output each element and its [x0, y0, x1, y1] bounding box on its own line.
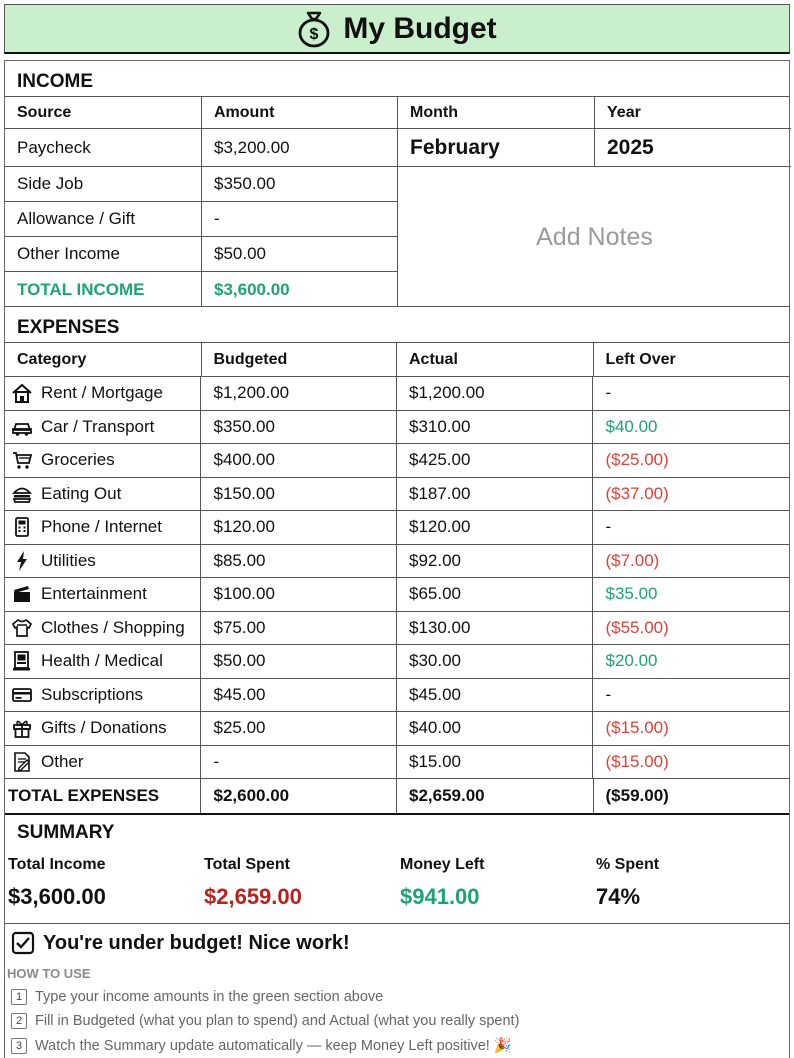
medical-icon [11, 650, 33, 672]
total-income-value: $3,600.00 [202, 272, 398, 307]
budgeted-cell[interactable]: - [201, 746, 397, 780]
month-cell[interactable]: February [398, 129, 595, 167]
category-label: Subscriptions [41, 685, 143, 705]
left-over-cell: - [593, 679, 789, 713]
expenses-col-category: Category [5, 343, 202, 377]
note-icon [11, 751, 33, 773]
category-label: Groceries [41, 450, 115, 470]
category-label: Clothes / Shopping [41, 618, 185, 638]
year-cell[interactable]: 2025 [595, 129, 791, 167]
actual-cell[interactable]: $15.00 [397, 746, 594, 780]
summary-section [5, 813, 789, 1058]
left-over-cell: ($15.00) [593, 746, 789, 780]
income-amount-cell[interactable]: - [202, 202, 398, 237]
summary-section-title: SUMMARY [5, 815, 789, 851]
left-over-cell: ($15.00) [593, 712, 789, 746]
total-actual-value: $2,659.00 [397, 779, 594, 813]
expenses-col-budgeted: Budgeted [202, 343, 398, 377]
expenses-col-actual: Actual [397, 343, 594, 377]
income-col-source: Source [5, 97, 202, 129]
table-row [5, 712, 789, 746]
income-col-amount: Amount [202, 97, 398, 129]
actual-cell[interactable]: $310.00 [397, 411, 594, 445]
car-icon [11, 416, 33, 438]
actual-cell[interactable]: $187.00 [397, 478, 594, 512]
summary-money-left: $941.00 [397, 879, 593, 919]
income-section [5, 97, 789, 307]
step-text: Watch the Summary update automatically — keep Money Left positive! 🎉 [35, 1037, 512, 1054]
category-cell [5, 612, 201, 646]
actual-cell[interactable]: $1,200.00 [397, 377, 594, 411]
budget-status-message [5, 923, 789, 963]
house-icon [11, 382, 33, 404]
total-expenses-label: TOTAL EXPENSES [5, 779, 201, 813]
income-source-cell[interactable]: Other Income [5, 237, 202, 272]
budget-status-text: You're under budget! Nice work! [43, 932, 350, 955]
shirt-icon [11, 617, 33, 639]
budgeted-cell[interactable]: $1,200.00 [201, 377, 397, 411]
total-left-over-value: ($59.00) [594, 779, 790, 813]
step-text: Fill in Budgeted (what you plan to spend) and Actual (what you really spent) [35, 1013, 519, 1029]
summary-labels [5, 851, 789, 879]
how-to-step [5, 1009, 789, 1034]
checkbox-checked-icon [11, 931, 35, 955]
step-number: 1 [11, 989, 27, 1005]
how-to-step [5, 985, 789, 1010]
category-label: Phone / Internet [41, 517, 162, 537]
left-over-cell: ($37.00) [593, 478, 789, 512]
actual-cell[interactable]: $130.00 [397, 612, 594, 646]
total-income-label: TOTAL INCOME [5, 272, 202, 307]
step-number: 3 [11, 1038, 27, 1054]
category-cell [5, 712, 201, 746]
money-bag-icon [297, 10, 331, 48]
lightning-icon [11, 550, 33, 572]
left-over-cell: $20.00 [593, 645, 789, 679]
summary-percent-spent: 74% [593, 879, 789, 919]
actual-cell[interactable]: $425.00 [397, 444, 594, 478]
summary-label-total-spent: Total Spent [201, 851, 397, 879]
summary-values [5, 879, 789, 919]
notes-field[interactable]: Add Notes [398, 167, 791, 307]
income-col-month: Month [398, 97, 595, 129]
income-source-cell[interactable]: Side Job [5, 167, 202, 202]
left-over-cell: $40.00 [593, 411, 789, 445]
budgeted-cell[interactable]: $350.00 [201, 411, 397, 445]
category-cell [5, 411, 201, 445]
expenses-table-body [5, 377, 789, 779]
budgeted-cell[interactable]: $120.00 [201, 511, 397, 545]
category-cell [5, 746, 201, 780]
table-row [5, 746, 789, 780]
svg-text:$: $ [310, 26, 319, 43]
table-row [5, 578, 789, 612]
cart-icon [11, 449, 33, 471]
total-budgeted-value: $2,600.00 [201, 779, 397, 813]
step-text: Type your income amounts in the green section above [35, 989, 383, 1005]
actual-cell[interactable]: $120.00 [397, 511, 594, 545]
budget-sheet [4, 60, 790, 1058]
title-bar [4, 4, 790, 54]
left-over-cell: ($7.00) [593, 545, 789, 579]
left-over-cell: - [593, 377, 789, 411]
table-row [5, 645, 789, 679]
table-row [5, 377, 789, 411]
category-label: Other [41, 752, 84, 772]
actual-cell[interactable]: $45.00 [397, 679, 594, 713]
how-to-step [5, 1034, 789, 1058]
table-row [5, 545, 789, 579]
left-over-cell: - [593, 511, 789, 545]
gift-icon [11, 717, 33, 739]
category-label: Eating Out [41, 484, 121, 504]
total-expenses-row [5, 779, 789, 813]
budgeted-cell[interactable]: $50.00 [201, 645, 397, 679]
table-row [5, 444, 789, 478]
category-label: Rent / Mortgage [41, 383, 163, 403]
step-number: 2 [11, 1013, 27, 1029]
category-cell [5, 511, 201, 545]
expenses-col-left-over: Left Over [594, 343, 790, 377]
how-to-use-title: HOW TO USE [5, 963, 789, 985]
left-over-cell: $35.00 [593, 578, 789, 612]
category-cell [5, 545, 201, 579]
category-label: Utilities [41, 551, 96, 571]
category-label: Entertainment [41, 584, 147, 604]
summary-label-money-left: Money Left [397, 851, 593, 879]
income-source-cell[interactable]: Allowance / Gift [5, 202, 202, 237]
page-title: My Budget [343, 12, 496, 46]
income-col-year: Year [595, 97, 791, 129]
summary-total-spent: $2,659.00 [201, 879, 397, 919]
category-label: Gifts / Donations [41, 718, 167, 738]
summary-label-total-income: Total Income [5, 851, 201, 879]
category-cell [5, 578, 201, 612]
category-cell [5, 679, 201, 713]
left-over-cell: ($25.00) [593, 444, 789, 478]
category-label: Car / Transport [41, 417, 154, 437]
phone-icon [11, 516, 33, 538]
summary-total-income: $3,600.00 [5, 879, 201, 919]
clapperboard-icon [11, 583, 33, 605]
budgeted-cell[interactable]: $75.00 [201, 612, 397, 646]
left-over-cell: ($55.00) [593, 612, 789, 646]
category-cell [5, 377, 201, 411]
card-icon [11, 684, 33, 706]
expenses-header-row [5, 343, 789, 377]
income-amount-cell[interactable]: $350.00 [202, 167, 398, 202]
actual-cell[interactable]: $92.00 [397, 545, 594, 579]
table-row [5, 679, 789, 713]
expenses-section-title: EXPENSES [5, 307, 789, 343]
actual-cell[interactable]: $65.00 [397, 578, 594, 612]
income-amount-cell[interactable]: $50.00 [202, 237, 398, 272]
income-source-cell[interactable]: Paycheck [5, 129, 202, 167]
table-row [5, 612, 789, 646]
category-label: Health / Medical [41, 651, 163, 671]
burger-icon [11, 483, 33, 505]
budgeted-cell[interactable]: $25.00 [201, 712, 397, 746]
budgeted-cell[interactable]: $45.00 [201, 679, 397, 713]
budgeted-cell[interactable]: $400.00 [201, 444, 397, 478]
budgeted-cell[interactable]: $100.00 [201, 578, 397, 612]
actual-cell[interactable]: $30.00 [397, 645, 594, 679]
actual-cell[interactable]: $40.00 [397, 712, 594, 746]
category-cell [5, 645, 201, 679]
table-row [5, 511, 789, 545]
table-row [5, 411, 789, 445]
income-section-title: INCOME [5, 61, 789, 97]
category-cell [5, 444, 201, 478]
budgeted-cell[interactable]: $150.00 [201, 478, 397, 512]
summary-label-percent-spent: % Spent [593, 851, 789, 879]
budgeted-cell[interactable]: $85.00 [201, 545, 397, 579]
category-cell [5, 478, 201, 512]
income-amount-cell[interactable]: $3,200.00 [202, 129, 398, 167]
table-row [5, 478, 789, 512]
